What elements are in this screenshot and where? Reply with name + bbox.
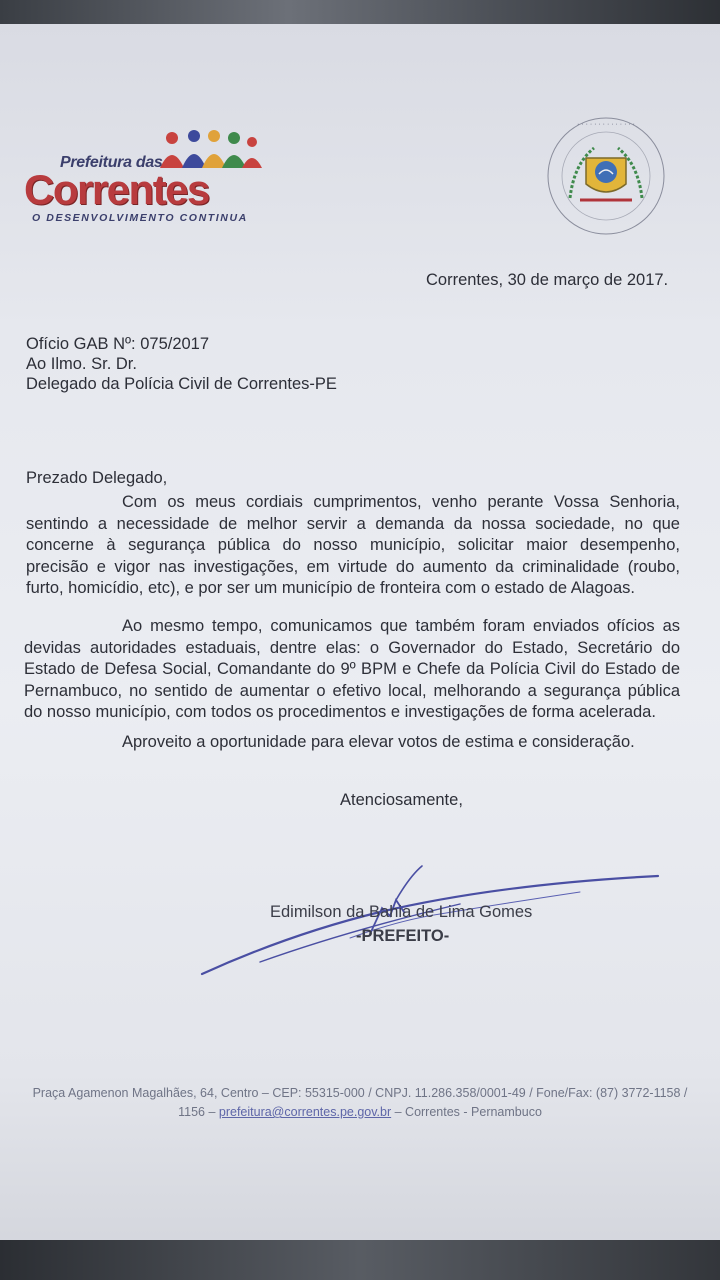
letter-footer: [0, 1084, 720, 1122]
date-line: Correntes, 30 de março de 2017.: [426, 271, 669, 289]
seal-emblem-icon: [544, 114, 668, 238]
logo-prefix: Prefeitura das: [60, 154, 163, 171]
footer-address: Praça Agamenon Magalhães, 64, Centro – CEP: 55315-000 / CNPJ. 11.286.358/0001-49 / Fone/Fax: (87) 3772-1158 /: [32, 1086, 688, 1100]
handwritten-signature: [200, 864, 670, 984]
body-paragraph-1: [26, 492, 680, 600]
paragraph-line: concerne à segurança pública do nosso município, solicitar maior desempenho,: [26, 536, 680, 554]
background-bottom: [0, 1240, 720, 1280]
svg-text:· · · · · · · · · · · · · ·: · · · · · · · · · · · · · ·: [577, 121, 635, 128]
footer-email-link[interactable]: prefeitura@correntes.pe.gov.br: [218, 1105, 392, 1119]
footer-phone: 1156 –: [178, 1105, 219, 1119]
addressee-line-2: Delegado da Polícia Civil de Correntes-PE: [26, 375, 337, 393]
logo-tagline: O DESENVOLVIMENTO CONTINUA: [32, 212, 248, 224]
paragraph-line: Estado de Defesa Social, Comandante do 9º BPM e Chefe da Polícia Civil do Estado de: [24, 660, 680, 678]
paragraph-line: do nosso município, com todos os procedimentos e investigações de forma acelerada.: [24, 703, 656, 721]
closing: Atenciosamente,: [340, 791, 463, 809]
signatory-title: -PREFEITO-: [356, 927, 450, 945]
oficio-number: Ofício GAB Nº: 075/2017: [26, 335, 210, 353]
paragraph-line: Com os meus cordiais cumprimentos, venho perante Vossa Senhoria,: [122, 493, 680, 511]
prefeitura-logo: [24, 128, 264, 246]
paragraph-line: Ao mesmo tempo, comunicamos que também foram enviados ofícios as: [122, 617, 680, 635]
letter-page: [0, 24, 720, 1260]
paragraph-line: Pernambuco, no sentido de aumentar o efetivo local, melhorando a segurança pública: [24, 681, 680, 700]
salutation: Prezado Delegado,: [26, 469, 168, 487]
footer-city: – Correntes - Pernambuco: [391, 1105, 542, 1119]
signatory-name: Edimilson da Bahia de Lima Gomes: [270, 903, 533, 921]
paragraph-line: furto, homicídio, etc), e por ser um município de fronteira com o estado de Alagoas.: [26, 579, 635, 597]
body-paragraph-3: Aproveito a oportunidade para elevar votos de estima e consideração.: [122, 733, 635, 751]
paragraph-line: precisão e vigor nas investigações, em virtude do aumento da criminalidade (roubo,: [26, 557, 680, 576]
paragraph-line: devidas autoridades estaduais, dentre elas: o Governador do Estado, Secretário do: [24, 638, 680, 657]
body-paragraph-2: [24, 616, 680, 724]
logo-name: Correntes: [24, 166, 209, 213]
footer-contact: [0, 1103, 720, 1122]
addressee-line-1: Ao Ilmo. Sr. Dr.: [26, 355, 137, 373]
paragraph-line: sentindo a necessidade de melhor servir a demanda da nossa sociedade, no que: [26, 514, 680, 533]
municipal-seal: [544, 114, 668, 238]
